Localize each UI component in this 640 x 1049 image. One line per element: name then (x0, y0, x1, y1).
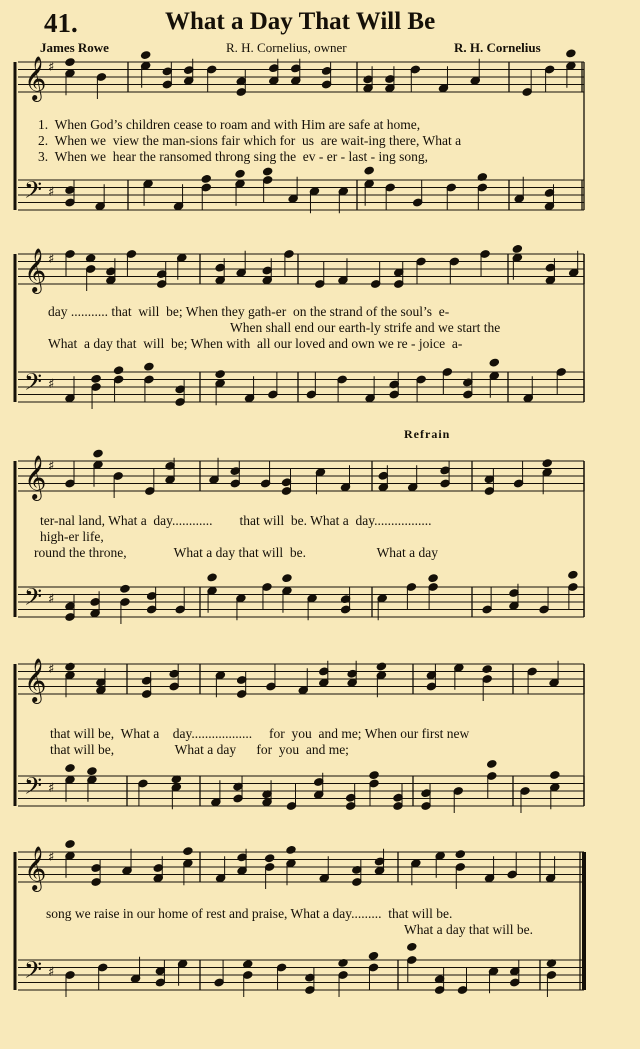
lyric-line: day ........... that will be; When they gath-er on the strand of the soul’s e- (48, 304, 450, 319)
note-head (144, 362, 154, 371)
note-head (455, 850, 465, 859)
note-head (201, 174, 211, 183)
hymn-title: What a Day That Will Be (165, 8, 436, 35)
key-signature-sharp-icon: ♯ (48, 662, 55, 677)
note-head (407, 942, 417, 951)
note-head (489, 358, 499, 367)
hymn-number: 41. (44, 8, 78, 38)
note-head (113, 366, 123, 375)
key-signature-sharp-icon: ♯ (48, 965, 55, 980)
lyric-line: that will be, What a day.................. for you and me; When our first new (50, 726, 470, 741)
note-head (376, 662, 386, 671)
lyric-line: song we raise in our home of rest and praise, What a day......... that will be. (46, 906, 453, 921)
bass-clef-icon: 𝄢 (24, 176, 43, 209)
note-head (282, 574, 292, 583)
note-head (91, 374, 101, 383)
note-head (93, 449, 103, 458)
note-head (512, 244, 522, 253)
note-head (286, 845, 296, 854)
key-signature-sharp-icon: ♯ (48, 850, 55, 865)
lyric-line: What a day that will be; When with all our loved and own we re - joice a- (48, 336, 463, 351)
key-signature-sharp-icon: ♯ (48, 60, 55, 75)
note-head (369, 771, 379, 780)
key-signature-sharp-icon: ♯ (48, 592, 55, 607)
key-signature-sharp-icon: ♯ (48, 781, 55, 796)
bass-clef-icon: 𝄢 (24, 772, 43, 805)
note-head (215, 370, 225, 379)
lyric-line: 2. When we view the man-sions fair which for us are wait-ing there, What a (38, 133, 462, 148)
lyric-line: When shall end our earth-ly strife and we start the (230, 320, 501, 335)
bass-clef-icon: 𝄢 (24, 368, 43, 401)
key-signature-sharp-icon: ♯ (48, 252, 55, 267)
note-head (566, 49, 576, 58)
bass-clef-icon: 𝄢 (24, 583, 43, 616)
note-head (368, 951, 378, 960)
note-head (487, 759, 497, 768)
lyric-line: high-er life, (40, 529, 104, 544)
lyric-line: What a day that will be. (404, 922, 533, 937)
treble-clef-icon: 𝄞 (24, 846, 47, 890)
note-head (568, 570, 578, 579)
lyric-line: round the throne, What a day that will be. What a day (34, 545, 439, 560)
lyricist-credit: James Rowe (40, 40, 109, 55)
note-head (542, 459, 552, 468)
note-head (482, 665, 492, 674)
note-head (120, 584, 130, 593)
note-head (428, 574, 438, 583)
lyric-line: ter-nal land, What a day............ that will be. What a day................. (40, 513, 432, 528)
treble-clef-icon: 𝄞 (24, 455, 47, 499)
note-head (65, 58, 75, 67)
note-head (235, 169, 245, 178)
note-head (207, 573, 217, 582)
refrain-label: Refrain (404, 427, 451, 441)
bass-clef-icon: 𝄢 (24, 956, 43, 989)
key-signature-sharp-icon: ♯ (48, 459, 55, 474)
note-head (264, 854, 274, 863)
note-head (262, 167, 272, 176)
note-head (183, 847, 193, 856)
note-head (140, 51, 150, 60)
key-signature-sharp-icon: ♯ (48, 185, 55, 200)
treble-clef-icon: 𝄞 (24, 56, 47, 100)
note-head (65, 764, 75, 773)
note-head (364, 166, 374, 175)
treble-clef-icon: 𝄞 (24, 248, 47, 292)
note-head (65, 840, 75, 849)
lyric-line: that will be, What a day for you and me; (50, 742, 349, 757)
copyright-credit: R. H. Cornelius, owner (226, 40, 347, 55)
key-signature-sharp-icon: ♯ (48, 377, 55, 392)
note-head (87, 767, 97, 776)
note-head (550, 770, 560, 779)
composer-credit: R. H. Cornelius (454, 40, 541, 55)
lyric-line: 3. When we hear the ransomed throng sing the ev - er - last - ing song, (38, 149, 429, 164)
lyric-line: 1. When God’s children cease to roam and with Him are safe at home, (38, 117, 421, 132)
treble-clef-icon: 𝄞 (24, 658, 47, 702)
